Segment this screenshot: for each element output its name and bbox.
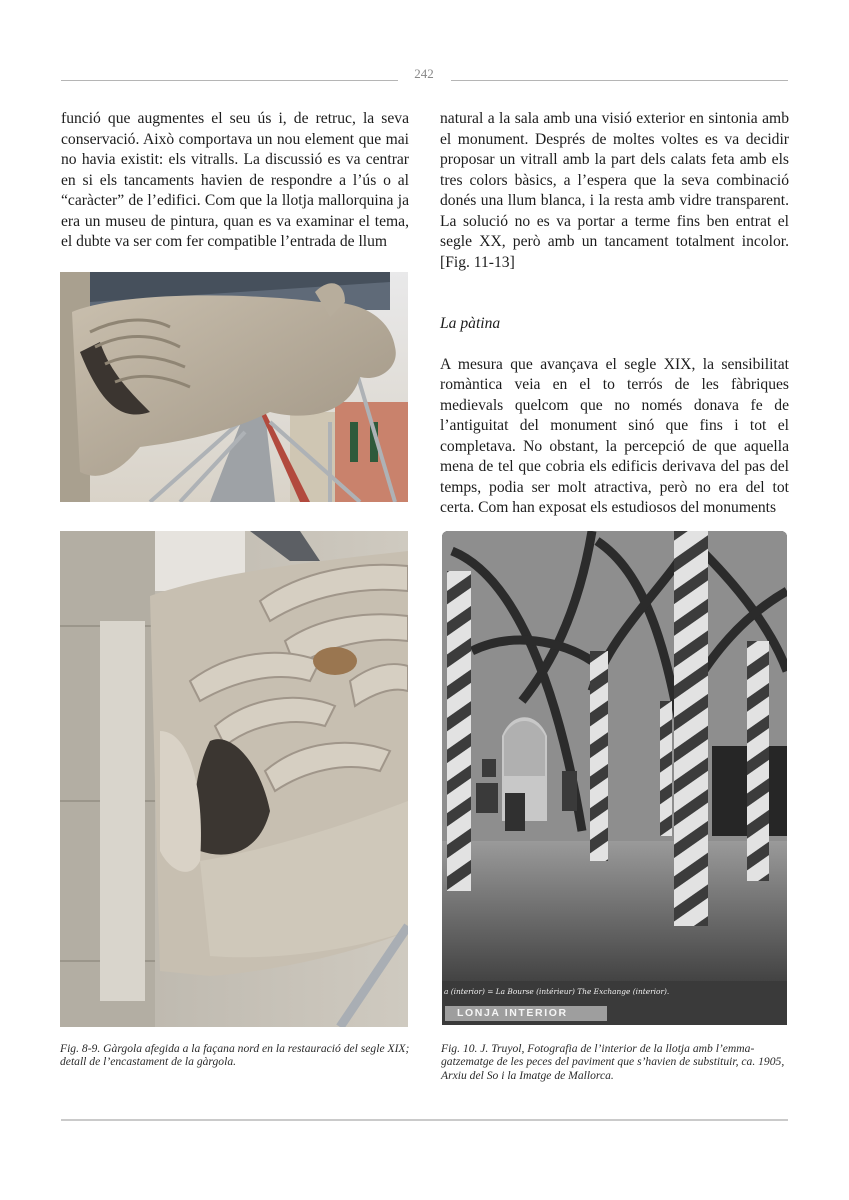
left-column xyxy=(61,109,409,253)
figure-8-photo-gargoyle xyxy=(60,272,408,502)
figure-10-caption: Fig. 10. J. Truyol, Fotografia de l’interior de la llotja amb l’emma-gatzematge de les peces del paviment que s’havien de substituir, ca. 1905, Arxiu del So i la Imatge de Mallorca. xyxy=(441,1042,785,1082)
body-paragraph: natural a la sala amb una visió exterior en sintonia amb el monument. Després de moltes voltes es va decidir proposar un vitrall amb la part dels calats feta amb els tres colors bàsics, a l’espera que la seva combinació donés una llum blanca, i la resta amb vidre transparent. La solució no es va portar a terme fins ben entrat el segle XX, però amb un tancament totalment incolor. [Fig. 11-13] xyxy=(440,110,789,271)
photo-handwritten-caption xyxy=(444,987,787,996)
lonja-interior-image xyxy=(442,531,787,1025)
figure-8-9-caption: Fig. 8-9. Gàrgola afegida a la façana nord en la restauració del segle XIX; detall de l’encastament de la gàrgola. xyxy=(60,1042,410,1069)
gargoyle-detail-image xyxy=(60,531,408,1027)
section-subheading: La pàtina xyxy=(440,315,501,332)
header-rule-left xyxy=(61,80,398,81)
photo-label-text: LONJA INTERIOR xyxy=(457,1007,568,1019)
body-paragraph: funció que augmentes el seu ús i, de retruc, la seva conservació. Això comportava un nou element que mai no havia existit: els vitralls. La discussió es va centrar en si els tancaments havien de respondre a l’ús o al “caràcter” de l’edifici. Com que la llotja mallorquina ja era un museu de pintura, quan es va examinar el tema, el dubte va ser com fer compatible l’entrada de llum xyxy=(61,110,409,250)
photo-handwriting-text: a (interior) = La Bourse (intérieur) The Exchange (interior). xyxy=(444,987,670,996)
gargoyle-scaffolding-image xyxy=(60,272,408,502)
figure-10-photo-lonja-interior xyxy=(442,531,787,1025)
photo-label-tag xyxy=(445,1006,607,1021)
body-paragraph: A mesura que avançava el segle XIX, la sensibilitat romàntica veia en el to terrós de les fàbriques medievals quelcom que no només donava fe de l’antiguitat del monument sinó que fins i tot el completava. No obstant, la percepció de que aquella mena de tel que cobria els edificis derivava del pas del temps, podia ser molt atractiva, però no era del tot certa. Com han exposat els estudiosos del monuments xyxy=(440,355,789,516)
header-rule-right xyxy=(451,80,788,81)
right-column xyxy=(440,109,789,519)
footer-rule xyxy=(61,1119,788,1121)
figure-9-photo-gargoyle-detail xyxy=(60,531,408,1027)
page-number: 242 xyxy=(414,66,434,81)
